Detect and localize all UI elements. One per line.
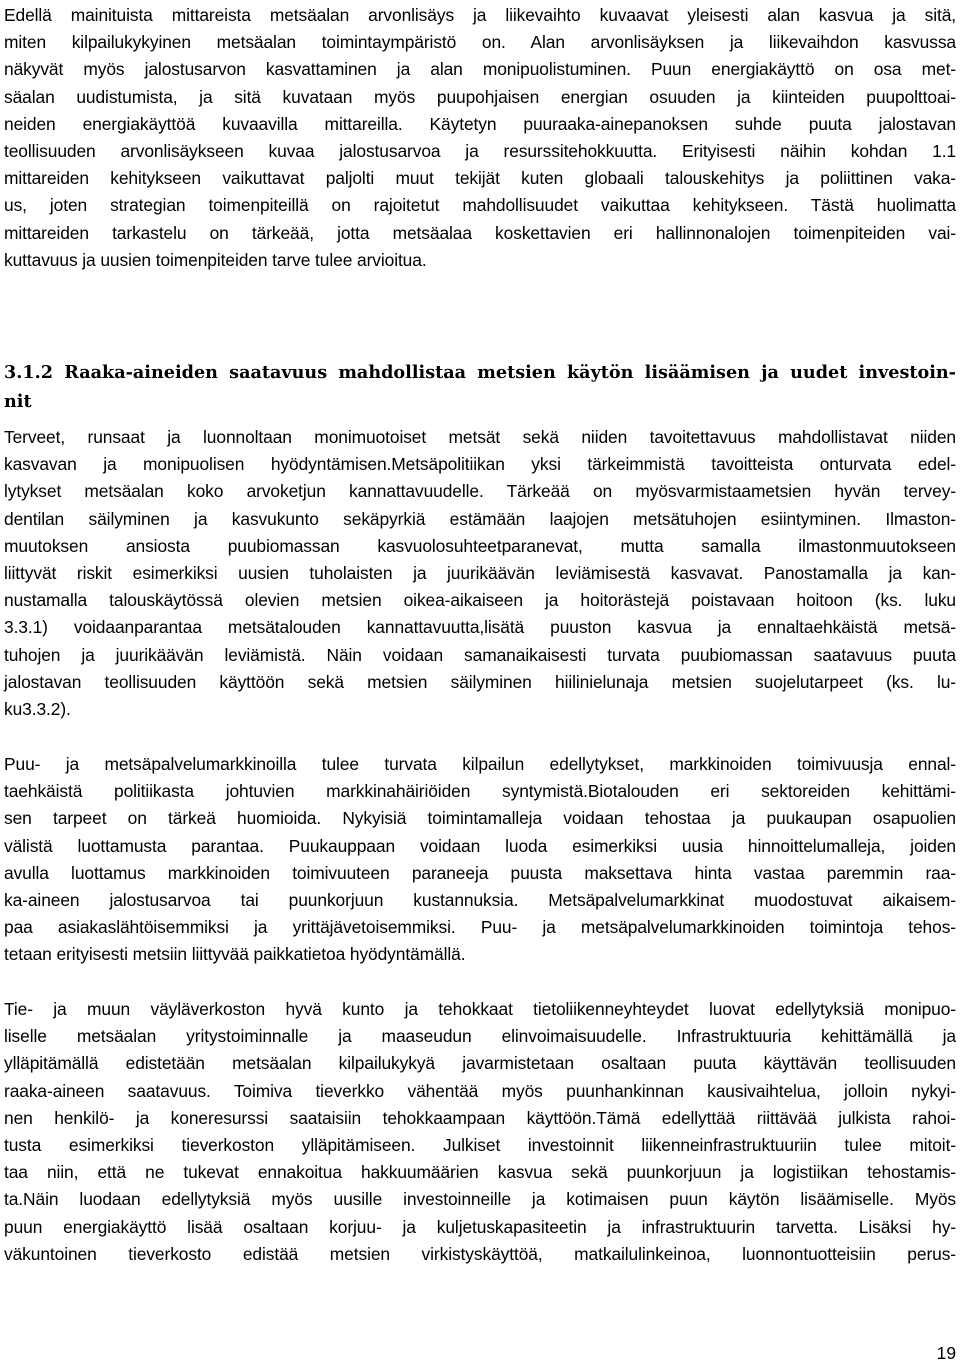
paragraph-indicators — [4, 2, 956, 274]
text-line: väkuntoinen tieverkosto edistää metsien virkistyskäyttöä, matkailulinkeinoa, luonnontuotteisiin perus- — [4, 1243, 956, 1264]
text-line: kuttavuus ja uusien toimenpiteiden tarve tulee arvioitua. — [4, 249, 427, 270]
text-line: miten kilpailukykyinen metsäalan toimintaympäristö on. Alan arvonlisäyksen ja liikevaihdon kasvussa — [4, 32, 956, 53]
text-line: jalostavan teollisuuden käyttöön sekä metsien säilyminen hiilinielunaja metsien suojelutarpeet (ks. lu- — [4, 671, 956, 692]
text-line: 3.3.1) voidaanparantaa metsätalouden kannattavuutta,lisätä puuston kasvua ja ennaltaehkäistä metsä- — [4, 617, 956, 638]
text-line: sen tarpeet on tärkeä huomioida. Nykyisiä toimintamalleja voidaan tehostaa ja puukaupan osapuolien — [4, 808, 956, 829]
text-line: raaka-aineen saatavuus. Toimiva tieverkko vähentää myös puunhankinnan kausivaihtelua, jolloin nykyi- — [4, 1080, 956, 1101]
text-line: teollisuuden arvonlisäykseen kuvaa jalostusarvoa ja resurssitehokkuutta. Erityisesti näihin kohdan 1.1 — [4, 140, 956, 161]
heading-line: 3.1.2 Raaka-aineiden saatavuus mahdollistaa metsien käytön lisäämisen ja uudet investoin- — [4, 362, 956, 383]
text-line: ka-aineen jalostusarvoa tai puunkorjuun kustannuksia. Metsäpalvelumarkkinat muodostuvat aikaisem- — [4, 889, 956, 910]
text-line: paa asiakaslähtöisemmiksi ja yrittäjävetoisemmiksi. Puu- ja metsäpalvelumarkkinoiden toimintoja tehos- — [4, 917, 956, 938]
text-line: kasvavan ja monipuolisen hyödyntämisen.Metsäpolitiikan yksi tärkeimmistä tavoitteista onturvata edel- — [4, 454, 956, 475]
text-line: lytykset metsäalan koko arvoketjun kannattavuudelle. Tärkeää on myösvarmistaametsien hyvän tervey- — [4, 481, 956, 502]
text-line: ylläpitämällä edistetään metsäalan kilpailukykyä javarmistetaan osaltaan puuta käyttävän teollisuuden — [4, 1053, 956, 1074]
paragraph-infrastructure — [4, 996, 956, 1268]
text-line: säalan uudistumista, ja sitä kuvataan myös puupohjaisen energian osuuden ja kiinteiden puupolttoai- — [4, 86, 956, 107]
text-line: nustamalla talouskäytössä olevien metsien oikea-aikaiseen ja hoitorästejä poistavaan hoitoon (ks. luku — [4, 590, 956, 611]
text-line: taehkäistä politiikasta johtuvien markkinahäiriöiden syntymistä.Biotalouden eri sektoreiden kehittämi- — [4, 781, 956, 802]
text-line: ta.Näin luodaan edellytyksiä myös uusille investoinneille ja kotimaisen puun käytön lisäämiselle. Myös — [4, 1189, 956, 1210]
text-line: mittareiden kehitykseen vaikuttavat paljolti muut tekijät kuten globaali talouskehitys ja poliittinen vaka- — [4, 168, 956, 189]
text-line: nen henkilö- ja koneresurssi saataisiin tehokkaampaan käyttöön.Tämä edellyttää riittävää julkista rahoi- — [4, 1107, 956, 1128]
text-line: Terveet, runsaat ja luonnoltaan monimuotoiset metsät sekä niiden tavoitettavuus mahdollistavat niiden — [4, 427, 956, 447]
text-line: Puu- ja metsäpalvelumarkkinoilla tulee turvata kilpailun edellytykset, markkinoiden toimivuusja ennal- — [4, 754, 956, 774]
text-line: dentilan säilyminen ja kasvukunto sekäpyrkiä estämään laajojen metsätuhojen esiintyminen. Ilmaston- — [4, 508, 956, 529]
text-line: Tie- ja muun väyläverkoston hyvä kunto ja tehokkaat tietoliikenneyhteydet luovat edellytyksiä monipuo- — [4, 999, 956, 1019]
text-line: Edellä mainituista mittareista metsäalan arvonlisäys ja liikevaihto kuvaavat yleisesti alan kasvua ja sitä, — [4, 5, 956, 25]
text-line: liselle metsäalan yritystoiminnalle ja maaseudun elinvoimaisuudelle. Infrastruktuuria kehittämällä ja — [4, 1026, 956, 1047]
text-line: tetaan erityisesti metsiin liittyvää paikkatietoa hyödyntämällä. — [4, 944, 466, 965]
page-number: 19 — [936, 1343, 956, 1363]
text-line: tusta esimerkiksi tieverkoston ylläpitämiseen. Julkiset investoinnit liikenneinfrastruktuuriin tulee mitoit- — [4, 1134, 956, 1155]
section-heading — [4, 358, 956, 416]
heading-line: nit — [4, 391, 32, 412]
text-line: näkyvät myös jalostusarvon kasvattaminen ja alan monipuolistuminen. Puun energiakäyttö on osa met- — [4, 59, 956, 80]
text-line: us, joten strategian toimenpiteillä on rajoitetut mahdollisuudet vaikuttaa kehitykseen. Tästä huolimatta — [4, 195, 956, 216]
text-line: liittyvät riskit esimerkiksi uusien tuholaisten ja juurikäävän leviämisestä kasvavat. Panostamalla ja kan- — [4, 562, 956, 583]
text-line: mittareiden tarkastelu on tärkeää, jotta metsäalaa koskettavien eri hallinnonalojen toimenpiteiden vai- — [4, 222, 956, 243]
text-line: neiden energiakäyttöä kuvaavilla mittareilla. Käytetyn puuraaka-ainepanoksen suhde puuta jalostavan — [4, 113, 956, 134]
text-line: tuhojen ja juurikäävän leviämistä. Näin voidaan samanaikaisesti turvata puubiomassan saatavuus puuta — [4, 644, 956, 665]
paragraph-markets — [4, 751, 956, 969]
text-line: taa niin, että ne tukevat ennakoitua hakkuumäärien kasvua sekä puunkorjuun ja logistiikan tehostamis- — [4, 1162, 956, 1183]
text-line: avulla luottamus markkinoiden toimivuuteen paraneeja puusta maksettava hinta vastaa paremmin raa- — [4, 862, 956, 883]
paragraph-raw-materials — [4, 424, 956, 723]
text-line: puun energiakäyttö lisää osaltaan korjuu- ja kuljetuskapasiteetin ja infrastruktuurin tarvetta. Lisäksi hy- — [4, 1216, 956, 1237]
text-line: ku3.3.2). — [4, 698, 71, 719]
text-line: muutoksen ansiosta puubiomassan kasvuolosuhteetparanevat, mutta samalla ilmastonmuutokseen — [4, 535, 956, 556]
text-line: välistä luottamusta parantaa. Puukauppaan voidaan luoda esimerkiksi uusia hinnoittelumalleja, joiden — [4, 835, 956, 856]
